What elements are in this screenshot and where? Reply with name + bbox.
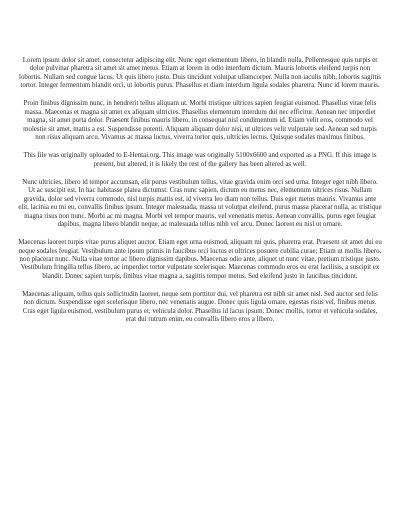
paragraph-1: Lorem ipsum dolor sit amet, consectetur adipiscing elit. Nunc eget elementum libero, in blandit nulla. Pellentesque quis turpis et dolor pulvinar pharetra sit amet sit amet metus. Etiam at lorem in odio interdum dictum. Mauris lobortis eleifend turpis non lobortis. Nullam sed congue lacus. Ut quis libero justo. Duis tincidunt volutpat ullamcorper. Nulla non iaculis nibh, lobortis sagittis tortor. Integer fermentum blandit orci, ut lobortis purus. Phasellus et diam interdum ligula sodales pharetra. Nunc id lorem mauris. (19, 57, 381, 90)
paragraph-5: Maecenas laoreet turpis vitae purus aliquet auctor. Etiam eget urna euismod, aliquam mi quis, pharetra erat. Praesent sit amet dui eu neque sodales feugiat. Vestibulum ante ipsum primis in faucibus orci luctus et ultrices posuere cubilia curae; Etiam ut mollis libero, non placerat nunc. Nulla vitae tortor ac libero dignissim dapibus. Maecenas odio ante, aliquet ut nunc vitae, pretium tristique justo. Vestibulum fringilla tellus libero, ac imperdiet tortor vulputate scelerisque. Maecenas commodo eros eu erat facilisis, a suscipit ex blandit. Donec sapien turpis, finibus vitae magna a, sagittis tempor metus. Sed eleifend justo in faucibus tincidunt. (18, 239, 382, 280)
paragraph-3: This file was originally uploaded to E-Hentai.org. This image was originally 5100x6600 and exported as a PNG. If this image is present, but altered, it is likely the rest of the gallery has been altered as well. (23, 152, 377, 168)
paragraph-6: Maecenas aliquam, tellus quis sollicitudin laoreet, neque sem porttitor dui, vel pharetra est nibh sit amet nisl. Sed auctor sed felis non dictum. Suspendisse eget scelerisque libero, nec venenatis augue. Donec quis ligula ornare, egestas risus vel, finibus metus. Cras eget ligula euismod, vestibulum purus et, vehicula dolor. Phasellus id lacus ipsum. Donec mollis, tortor et vehicula sodales, erat dui rutrum enim, eu convallis libero eros a libero. (22, 290, 378, 324)
paragraph-4: Nunc ultricies, libero id tempor accumsan, elit purus vestibulum tellus, vitae gravida enim orci sed urna. Integer eget nibh libero. Ut ac suscipit est. In hac habitasse platea dictumst. Cras nunc sapien, dictum eu metus nec, elementum ultrices risus. Nullam gravida, dolor sed viverra commodo, nisl turpis mattis est, id viverra leo diam non tellus. Duis eget metus mauris. Vivamus ante elit, lacinia eu mi eu, convallis finibus ipsum. Integer malesuada, massa ut volutpat eleifend, purus massa placerat nulla, ac tristique magna risus non nunc. Morbi ac mi magna. Morbi vel tempor mauris, vel venenatis metus. Aenean convallis, purus eget feugiat dapibus, magna libero blandit neque, ac malesuada tellus nibh vel arcu. Donec laoreet eu nisl ut ornare. (18, 178, 382, 229)
paragraph-2: Proin finibus dignissim nunc, in hendrerit tellus aliquam ut. Morbi tristique ultrices sapien feugiat euismod. Phasellus vitae felis massa. Maecenas et magna sit amet ex aliquam ultricies. Phasellus elementum interdum dui nec efficitur. Aenean nec imperdiet magna, sit amet porta dolor. Praesent finibus mauris libero, in consequat nisl condimentum id. Etiam velit eros, commodo vel molestie sit amet, mattis a est. Suspendisse potenti. Aliquam aliquam dolor nisi, ut ultrices velit vulputate sed. Aenean sed turpis non risus aliquam arcu. Vivamus ac massa luctus, viverra tortor quis, ultricies lectus. Quisque sodales maximus finibus. (23, 100, 377, 142)
